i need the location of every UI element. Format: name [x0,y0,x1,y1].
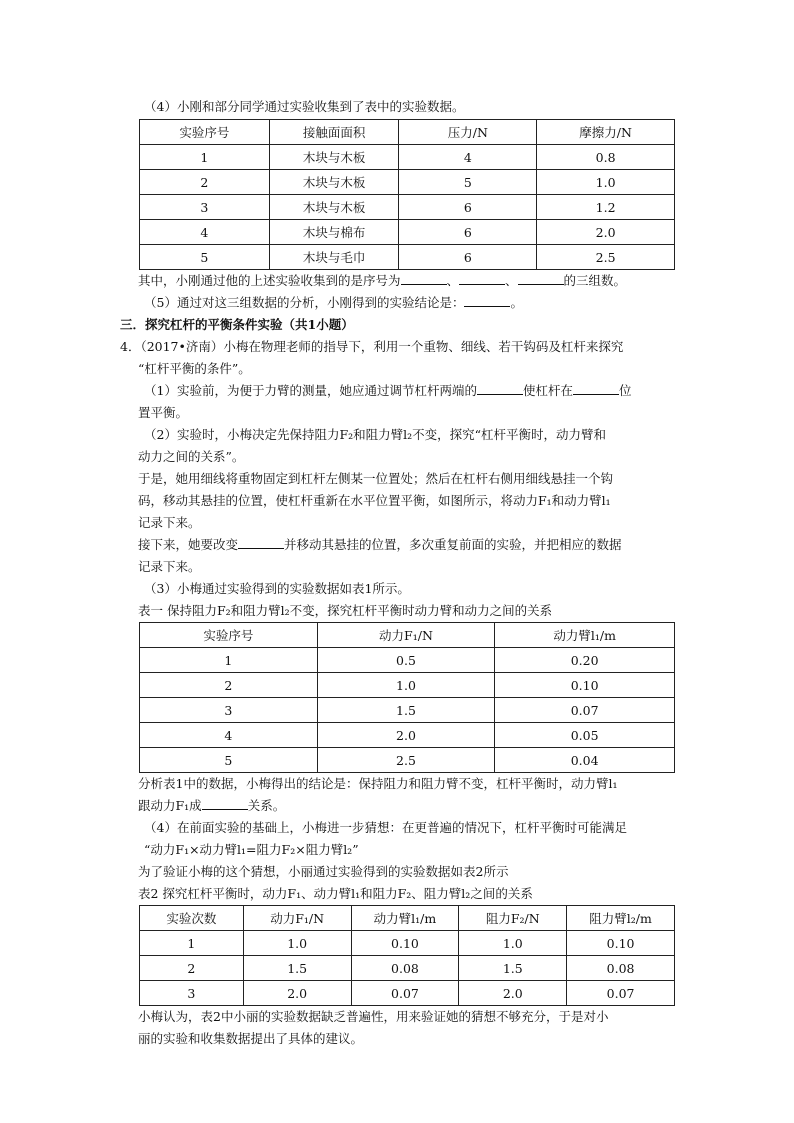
table-row [140,145,675,170]
table-cell: 2.0 [537,220,675,245]
table-cell: 0.05 [495,723,675,748]
part-2-line-6: 接下来，她要改变 并移动其悬挂的位置，多次重复前面的实验，并把相应的数据 [138,537,622,552]
part-3-line: （3）小梅通过实验得到的实验数据如表1所示。 [144,581,410,596]
table-header-cell: 摩擦力/N [537,120,675,145]
table-header-cell: 实验序号 [140,623,318,648]
table-cell: 5 [399,170,537,195]
part-2-line-3: 于是，她用细线将重物固定到杠杆左侧某一位置处；然后在杠杆右侧用细线悬挂一个钩 [138,471,614,486]
table-header-row [140,906,675,931]
table-header-row [140,623,675,648]
ending-line-2: 丽的实验和收集数据提出了具体的建议。 [138,1031,364,1046]
problem-4-line-2: “杠杆平衡的条件”。 [138,361,251,376]
table-cell: 4 [399,145,537,170]
table-header-cell: 动力臂l₁/m [351,906,459,931]
table-row [140,220,675,245]
table-1-caption: 表一 保持阻力F₂和阻力臂l₂不变，探究杠杆平衡时动力臂和动力之间的关系 [138,603,553,618]
answer-blank[interactable] [238,536,284,549]
table-cell: 0.5 [317,648,495,673]
table-header-row [140,120,675,145]
answer-blank[interactable] [459,272,505,285]
answer-blank[interactable] [477,382,523,395]
table-cell: 木块与木板 [269,195,399,220]
table-row [140,698,675,723]
table-cell: 1 [140,931,244,956]
ending-line-1: 小梅认为，表2中小丽的实验数据缺乏普遍性，用来验证她的猜想不够充分，于是对小 [138,1009,609,1024]
table-header-cell: 动力F₁/N [243,906,351,931]
answer-blank[interactable] [573,382,619,395]
table-cell: 木块与棉布 [269,220,399,245]
table-header-cell: 阻力臂l₂/m [567,906,675,931]
part-2-line-7: 记录下来。 [138,559,201,574]
friction-data-table [139,119,675,270]
table-cell: 1.5 [317,698,495,723]
part-2-line-5: 记录下来。 [138,515,201,530]
table-cell: 0.08 [567,956,675,981]
table-cell: 5 [140,245,270,270]
table-row [140,981,675,1006]
table-header-cell: 实验序号 [140,120,270,145]
table-cell: 0.10 [351,931,459,956]
table-row [140,956,675,981]
table-cell: 1.2 [537,195,675,220]
table-row [140,170,675,195]
answer-blank[interactable] [202,797,248,810]
section-title: 三．探究杠杆的平衡条件实验（共1小题） [120,317,354,332]
table-cell: 0.8 [537,145,675,170]
table-cell: 0.10 [567,931,675,956]
part-4-line-3: 为了验证小梅的这个猜想，小丽通过实验得到的实验数据如表2所示 [138,864,509,879]
table-cell: 木块与木板 [269,170,399,195]
analysis-line-1: 分析表1中的数据，小梅得出的结论是：保持阻力和阻力臂不变，杠杆平衡时，动力臂l₁ [138,776,618,791]
table-header-cell: 接触面面积 [269,120,399,145]
table-cell: 木块与毛巾 [269,245,399,270]
document-page [120,96,678,1050]
table-cell: 1.5 [243,956,351,981]
table-cell: 6 [399,195,537,220]
table-header-cell: 阻力F₂/N [459,906,567,931]
part-4-line-1: （4）在前面实验的基础上，小梅进一步猜想：在更普遍的情况下，杠杆平衡时可能满足 [144,820,627,835]
table-cell: 6 [399,245,537,270]
table-cell: 2.5 [537,245,675,270]
table-row [140,195,675,220]
table-row [140,245,675,270]
table-cell: 2 [140,673,318,698]
table-cell: 1.5 [459,956,567,981]
table-cell: 5 [140,748,318,773]
table-cell: 4 [140,723,318,748]
question-4-intro: （4）小刚和部分同学通过实验收集到了表中的实验数据。 [144,99,465,114]
table-cell: 2 [140,170,270,195]
table-cell: 0.07 [567,981,675,1006]
table-row [140,648,675,673]
table-header-cell: 动力臂l₁/m [495,623,675,648]
table-cell: 4 [140,220,270,245]
table-header-cell: 实验次数 [140,906,244,931]
table-cell: 1.0 [459,931,567,956]
question-4-answer-line: 其中，小刚通过他的上述实验收集到的是序号为 、 、 的三组数。 [138,273,627,288]
answer-blank[interactable] [518,272,564,285]
answer-blank[interactable] [401,272,447,285]
answer-blank[interactable] [464,294,510,307]
problem-4-line-1: 4．（2017•济南）小梅在物理老师的指导下，利用一个重物、细线、若干钩码及杠杆来探究 [120,339,624,354]
table-row [140,931,675,956]
table-cell: 2.5 [317,748,495,773]
table-cell: 0.04 [495,748,675,773]
table-row [140,723,675,748]
table-header-cell: 压力/N [399,120,537,145]
table-cell: 木块与木板 [269,145,399,170]
table-cell: 3 [140,195,270,220]
table-cell: 6 [399,220,537,245]
table-cell: 1 [140,648,318,673]
table-cell: 1.0 [317,673,495,698]
table-cell: 0.08 [351,956,459,981]
part-1-line: （1）实验前，为便于力臂的测量，她应通过调节杠杆两端的 使杠杆在 位 [144,383,632,398]
table-cell: 0.20 [495,648,675,673]
table-cell: 2.0 [459,981,567,1006]
table-header-cell: 动力F₁/N [317,623,495,648]
table-row [140,673,675,698]
table-row [140,748,675,773]
part-2-line-4: 码，移动其悬挂的位置，使杠杆重新在水平位置平衡，如图所示，将动力F₁和动力臂l₁ [138,493,611,508]
analysis-line-2: 跟动力F₁成 关系。 [138,798,286,813]
table-cell: 2.0 [243,981,351,1006]
table-1 [139,622,675,773]
table-cell: 3 [140,698,318,723]
part-2-line-1: （2）实验时，小梅决定先保持阻力F₂和阻力臂l₂不变，探究“杠杆平衡时，动力臂和 [144,427,607,442]
table-cell: 0.07 [495,698,675,723]
part-4-line-2: “动力F₁×动力臂l₁=阻力F₂×阻力臂l₂” [144,842,359,857]
table-cell: 0.10 [495,673,675,698]
table-cell: 3 [140,981,244,1006]
table-cell: 1 [140,145,270,170]
part-1-line-2: 置平衡。 [138,405,189,420]
table-cell: 2.0 [317,723,495,748]
table-cell: 2 [140,956,244,981]
table-cell: 1.0 [537,170,675,195]
part-2-line-2: 动力之间的关系”。 [138,449,245,464]
table-2-caption: 表2 探究杠杆平衡时，动力F₁、动力臂l₁和阻力F₂、阻力臂l₂之间的关系 [138,886,533,901]
table-cell: 1.0 [243,931,351,956]
question-5-line: （5）通过对这三组数据的分析，小刚得到的实验结论是： 。 [144,295,523,310]
table-2 [139,905,675,1006]
table-cell: 0.07 [351,981,459,1006]
